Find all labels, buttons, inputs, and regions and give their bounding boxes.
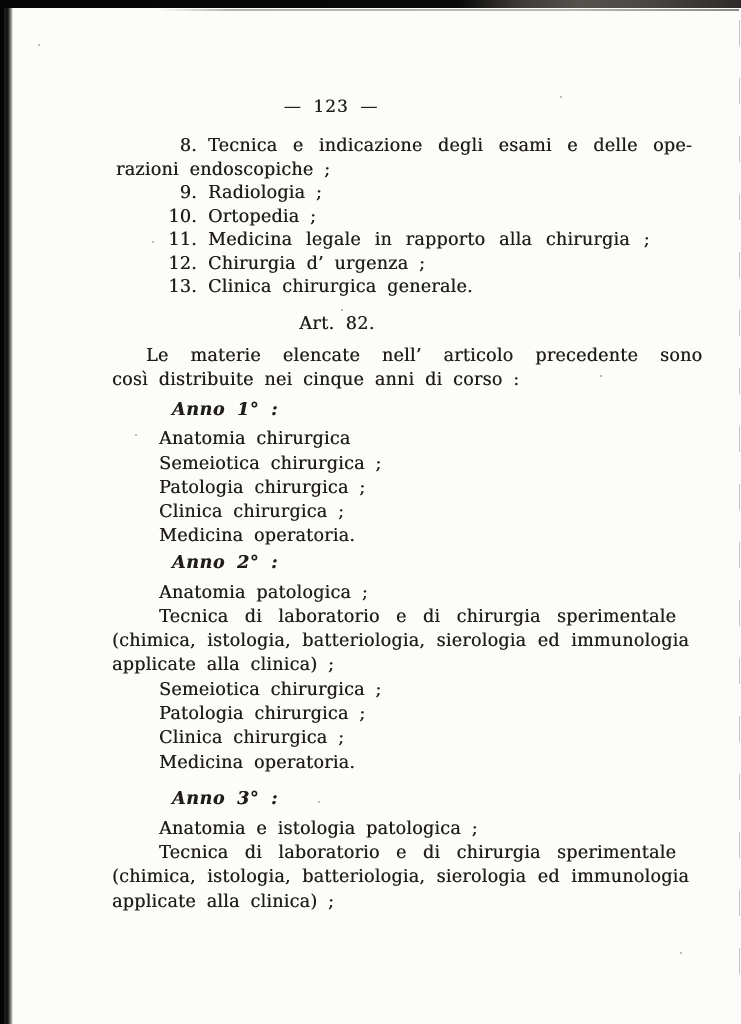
- subject-line: Semeiotica chirurgica ;: [159, 679, 382, 700]
- year-heading: Anno 1° :: [172, 399, 279, 420]
- list-item: [112, 135, 693, 159]
- item-number: 11.: [168, 230, 197, 250]
- item-number: 8.: [179, 136, 197, 156]
- subject-line: Clinica chirurgica ;: [159, 502, 345, 523]
- item-text: Ortopedia ;: [208, 206, 317, 227]
- list-item-continuation: razioni endoscopiche ;: [116, 159, 331, 180]
- subject-line: Tecnica di laboratorio e di chirurgia sperimentale: [159, 606, 677, 627]
- page-content: [112, 135, 703, 914]
- year-heading: Anno 3° :: [172, 788, 279, 809]
- subject-line: Semeiotica chirurgica ;: [159, 453, 382, 474]
- year-section-1: [112, 398, 672, 549]
- subject-list: [112, 817, 690, 914]
- year-section-3: [112, 787, 690, 914]
- item-text: Clinica chirurgica generale.: [208, 277, 473, 297]
- article-heading: Art. 82.: [299, 313, 375, 334]
- paragraph-line: così distribuite nei cinque anni di corso :: [112, 369, 520, 390]
- subject-line: Clinica chirurgica ;: [159, 728, 345, 749]
- subject-line: Anatomia e istologia patologica ;: [159, 818, 478, 839]
- list-item: [112, 276, 672, 300]
- scan-speck: [680, 952, 682, 954]
- article-paragraph: [112, 345, 703, 392]
- item-number: 9.: [179, 183, 197, 203]
- subject-line: (chimica, istologia, batteriologia, sierologia ed immunologia: [112, 631, 690, 652]
- item-number: 12.: [168, 253, 197, 274]
- subject-line: applicate alla clinica) ;: [112, 891, 335, 912]
- scanner-top-streak: [160, 9, 739, 11]
- page-number: — 123 —: [283, 97, 379, 117]
- item-text: Radiologia ;: [208, 183, 323, 203]
- subject-line: Patologia chirurgica ;: [159, 477, 366, 498]
- numbered-list: [112, 135, 693, 300]
- list-item: [112, 206, 672, 230]
- scan-speck: [38, 44, 40, 46]
- page-right-crease: [739, 20, 740, 994]
- list-item: [112, 182, 672, 206]
- subject-line: Anatomia patologica ;: [159, 582, 368, 603]
- list-item: [112, 253, 672, 277]
- item-number: 10.: [168, 206, 197, 227]
- year-heading: Anno 2° :: [172, 552, 279, 573]
- item-text: Chirurgia d’ urgenza ;: [208, 253, 426, 274]
- paragraph-line: Le materie elencate nell’ articolo precedente sono: [146, 346, 703, 366]
- subject-line: Tecnica di laboratorio e di chirurgia sperimentale: [159, 843, 677, 864]
- list-item: [112, 229, 672, 253]
- subject-list: [112, 427, 672, 548]
- item-number: 13.: [168, 277, 197, 297]
- subject-list: [112, 581, 690, 775]
- scanner-top-band: [0, 0, 741, 8]
- binding-shadow-edge: [0, 0, 13, 1024]
- subject-line: Patologia chirurgica ;: [159, 704, 366, 725]
- subject-line: applicate alla clinica) ;: [112, 655, 335, 676]
- subject-line: Anatomia chirurgica: [159, 429, 351, 450]
- subject-line: Medicina operatoria.: [159, 526, 356, 547]
- year-section-2: [112, 551, 690, 775]
- item-text: Medicina legale in rapporto alla chirurgia ;: [208, 230, 650, 250]
- item-text: Tecnica e indicazione degli esami e delle ope-: [208, 136, 693, 156]
- subject-line: Medicina operatoria.: [159, 752, 356, 773]
- subject-line: (chimica, istologia, batteriologia, sierologia ed immunologia: [112, 867, 690, 888]
